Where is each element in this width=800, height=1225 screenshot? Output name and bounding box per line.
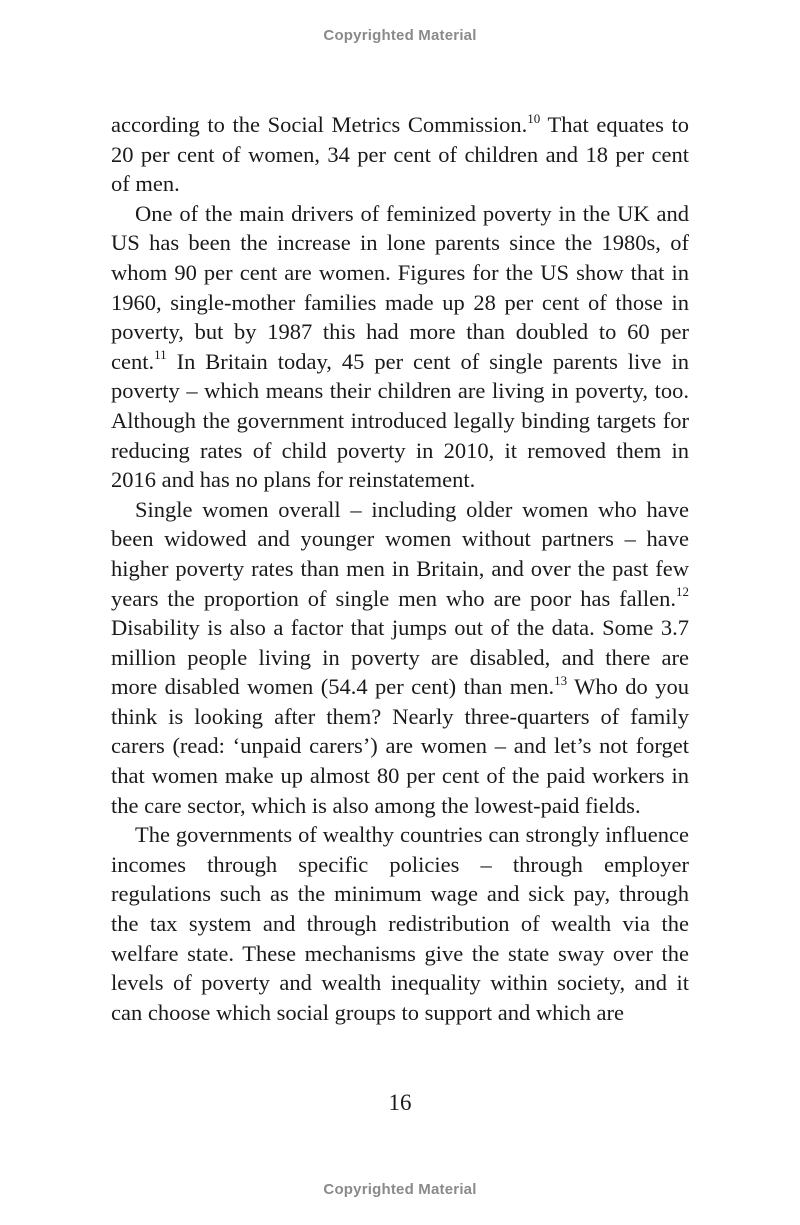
footnote-ref-13: 13 — [554, 672, 568, 688]
paragraph-3-text-a: Single women overall – including older women who have been widowed and younger women without partners – have higher poverty rates than men in Britain, and over the past few years the proportion of single men who are poor has fallen. — [111, 496, 689, 611]
body-text — [111, 110, 689, 1027]
footnote-ref-11: 11 — [154, 347, 167, 363]
paragraph-3-text-c: Who do you think is looking after them? Nearly three-quarters of family carers (read: ‘unpaid carers’) are women – and let’s not forget that women make up almost 80 per cent of the paid workers in the care sector, which is also among the lowest-paid fields. — [111, 674, 689, 818]
paragraph-2-text-a: One of the main drivers of feminized poverty in the UK and US has been the increase in lone parents since the 1980s, of whom 90 per cent are women. Figures for the US show that in 1960, single-mother families made up 28 per cent of those in poverty, but by 1987 this had more than doubled to 60 per cent. — [111, 200, 689, 374]
paragraph-2-text-b: In Britain today, 45 per cent of single parents live in poverty – which means their children are living in poverty, too. Although the government introduced legally binding targets for reducing rates of child poverty in 2010, it removed them in 2016 and has no plans for reinstatement. — [111, 348, 689, 493]
paragraph-1 — [111, 110, 689, 199]
copyright-watermark-top: Copyrighted Material — [323, 27, 477, 44]
paragraph-1-text-a: according to the Social Metrics Commission. — [111, 112, 528, 137]
paragraph-3 — [111, 495, 689, 821]
page-number: 16 — [388, 1090, 412, 1115]
paragraph-2 — [111, 199, 689, 495]
footnote-ref-12: 12 — [676, 584, 689, 599]
paragraph-3-text-b: Disability is also a factor that jumps out of the data. Some 3.7 million people living in poverty are disabled, and there are more disabled women (54.4 per cent) than men. — [111, 615, 689, 700]
paragraph-1-text-b: That equates to 20 per cent of women, 34 per cent of children and 18 per cent of men. — [111, 112, 690, 197]
footnote-ref-10: 10 — [527, 110, 541, 126]
copyright-watermark-bottom: Copyrighted Material — [323, 1181, 477, 1198]
paragraph-4-text-a: The governments of wealthy countries can strongly influence incomes through specific policies – through employer regulations such as the minimum wage and sick pay, through the tax system and through redistribution of wealth via the welfare state. These mechanisms give the state sway over the levels of poverty and wealth inequality within society, and it can choose which social groups to support and which are — [111, 822, 689, 1025]
paragraph-4 — [111, 820, 689, 1027]
